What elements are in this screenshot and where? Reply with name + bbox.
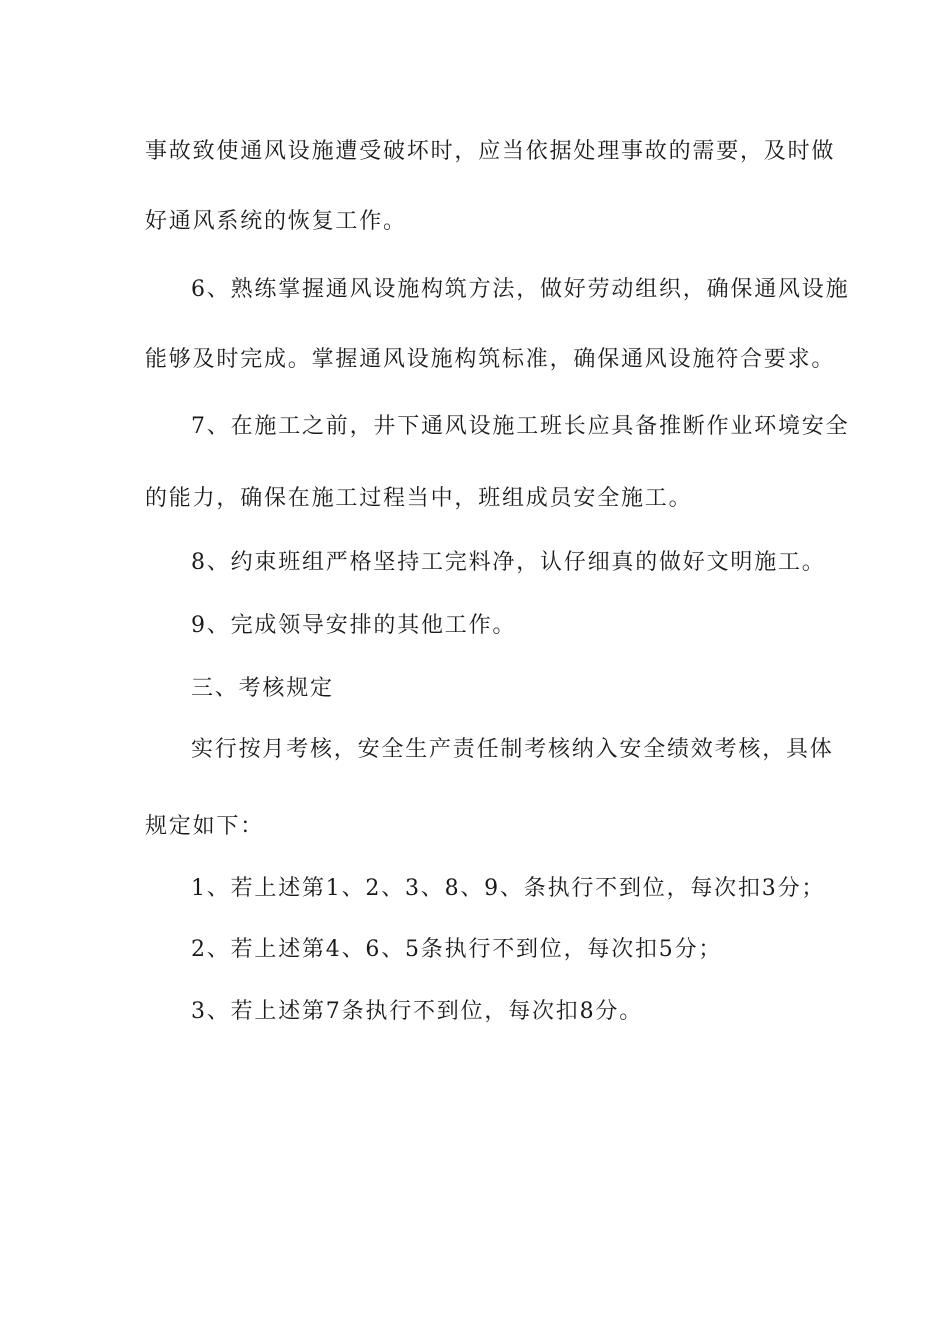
list-item-6: 6、熟练掌握通风设施构筑方法，做好劳动组织，确保通风设施 <box>191 277 850 302</box>
paragraph-line: 事故致使通风设施遭受破坏时，应当依据处理事故的需要，及时做 <box>145 139 836 164</box>
list-item-7: 7、在施工之前，井下通风设施工班长应具备推断作业环境安全 <box>191 414 850 439</box>
paragraph-line: 能够及时完成。掌握通风设施构筑标准，确保通风设施符合要求。 <box>145 347 836 372</box>
paragraph-line: 好通风系统的恢复工作。 <box>145 209 407 234</box>
rule-item-1: 1、若上述第1、2、3、8、9、条执行不到位，每次扣3分； <box>191 876 826 901</box>
paragraph-line: 规定如下： <box>145 814 265 839</box>
rule-item-2: 2、若上述第4、6、5条执行不到位，每次扣5分； <box>191 937 723 962</box>
paragraph-line: 实行按月考核，安全生产责任制考核纳入安全绩效考核，具体 <box>191 737 834 762</box>
list-item-9: 9、完成领导安排的其他工作。 <box>191 613 517 638</box>
rule-item-3: 3、若上述第7条执行不到位，每次扣8分。 <box>191 999 643 1024</box>
list-item-8: 8、约束班组严格坚持工完料净，认仔细真的做好文明施工。 <box>191 550 826 575</box>
section-heading: 三、考核规定 <box>191 676 334 701</box>
paragraph-line: 的能力，确保在施工过程当中，班组成员安全施工。 <box>145 486 693 511</box>
